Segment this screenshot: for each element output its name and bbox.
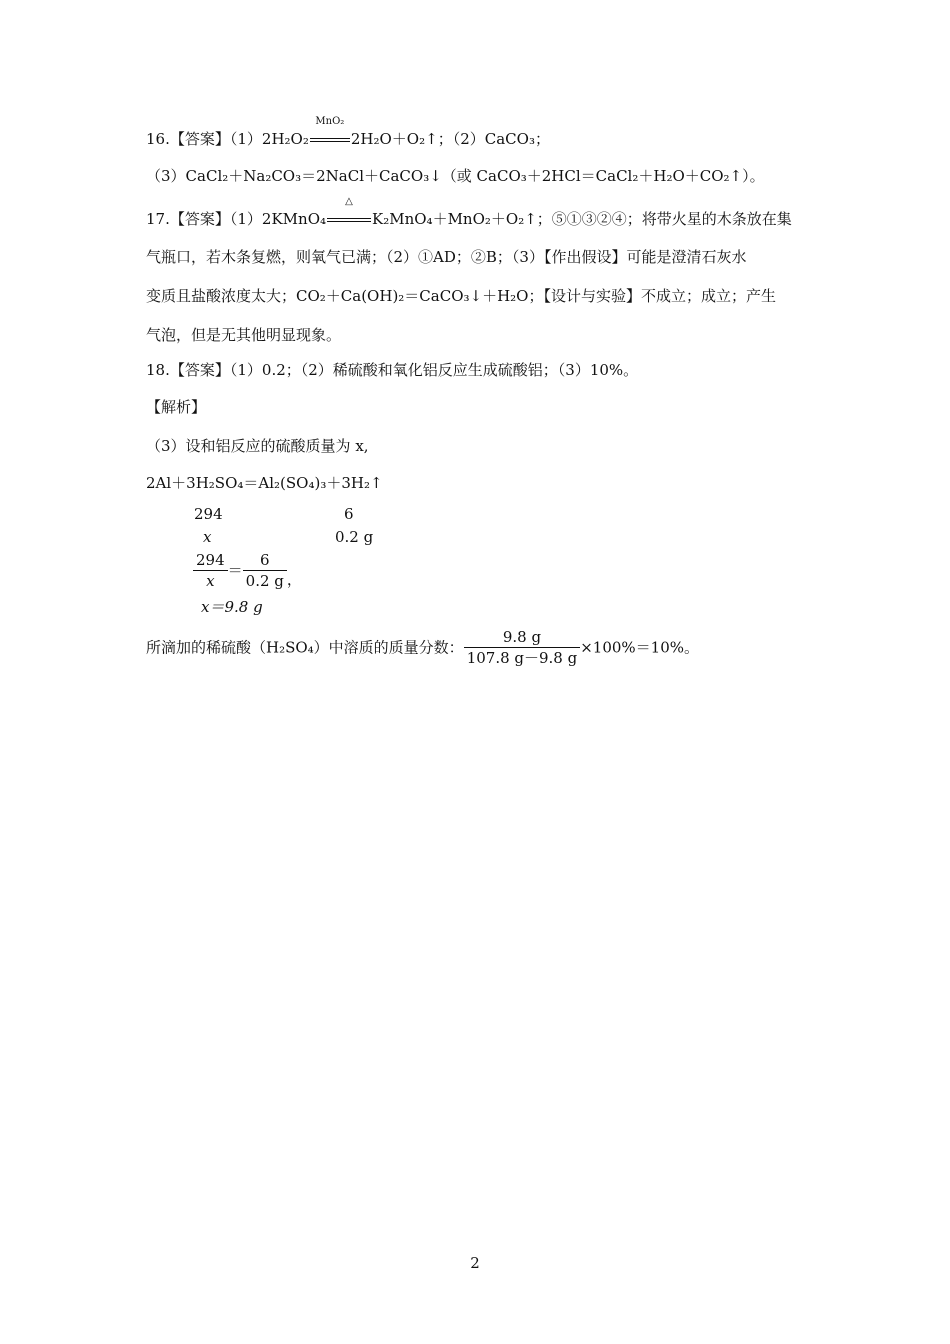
q16-eq-left: 2H₂O₂: [261, 130, 309, 148]
q17-eq-right: K₂MnO₄＋MnO₂＋O₂↑；⑤①③②④；将带火星的木条放在集: [372, 210, 792, 228]
q18-final-tail: ×100%＝10%。: [580, 638, 700, 657]
q16-part1: （1）: [229, 130, 262, 148]
q18-final: [146, 627, 699, 668]
q17-line2: 气瓶口，若木条复燃，则氧气已满；（2）①AD；②B；（3）【作出假设】可能是澄清石灰水: [146, 248, 747, 266]
q18-mass-left: 294: [194, 505, 223, 523]
q16-eq-condition: [309, 116, 351, 149]
q17-line3: 变质且盐酸浓度太大；CO₂＋Ca(OH)₂＝CaCO₃↓＋H₂O；【设计与实验】不成立；成立；产生: [146, 287, 776, 305]
q18-ratio-comma: ，: [286, 570, 302, 589]
q17-number: 17.: [146, 210, 170, 228]
q18-ratio: [193, 550, 302, 591]
page-number: 2: [470, 1254, 480, 1272]
q18-setup: （3）设和铝反应的硫酸质量为 x,: [146, 437, 369, 455]
q16-line2: （3）CaCl₂＋Na₂CO₃＝2NaCl＋CaCO₃↓（或 CaCO₃＋2HCl＝CaCl₂＋H₂O＋CO₂↑）。: [146, 167, 765, 185]
q17-line4: 气泡，但是无其他明显现象。: [146, 326, 342, 344]
q18-equation: 2Al＋3H₂SO₄＝Al₂(SO₄)₃＋3H₂↑: [146, 474, 383, 492]
q18-ratio-right: $\frac{6}{0.2 g}$: [243, 550, 287, 591]
q17-part1: （1）: [229, 210, 262, 228]
q18-analysis-tag: 【解析】: [146, 398, 207, 416]
q18-answer: 18.【答案】（1）0.2；（2）稀硫酸和氧化铝反应生成硫酸铝；（3）10%。: [146, 361, 639, 379]
q18-result: x＝9.8 g: [201, 598, 263, 616]
q18-ratio-equals: ＝: [227, 561, 243, 580]
q16-number: 16.: [146, 130, 170, 148]
q17-answer-tag: 【答案】: [169, 210, 230, 228]
q18-final-fraction: $\frac{9.8 g}{107.8 g-9.8 g}$: [464, 627, 581, 668]
q16-line1: [146, 116, 550, 149]
q18-var-right: 0.2 g: [335, 528, 374, 546]
q16-double-line: [310, 138, 350, 142]
q18-mass-right: 6: [344, 505, 354, 523]
q18-var-left: x: [203, 528, 212, 546]
q16-answer-tag: 【答案】: [169, 130, 230, 148]
q17-line1: [146, 196, 792, 229]
q17-eq-condition: [326, 196, 372, 229]
q16-catalyst: MnO₂: [315, 116, 345, 127]
q17-eq-left: 2KMnO₄: [261, 210, 327, 228]
q18-final-label: 所滴加的稀硫酸（H₂SO₄）中溶质的质量分数：: [146, 638, 464, 657]
q18-ratio-left: $\frac{294}{x}$: [193, 550, 228, 591]
q17-heat-symbol: △: [345, 196, 353, 207]
q16-eq-right: 2H₂O＋O₂↑；: [350, 130, 453, 148]
q17-double-line: [327, 218, 371, 222]
q16-part2: （2）CaCO₃；: [452, 130, 550, 148]
